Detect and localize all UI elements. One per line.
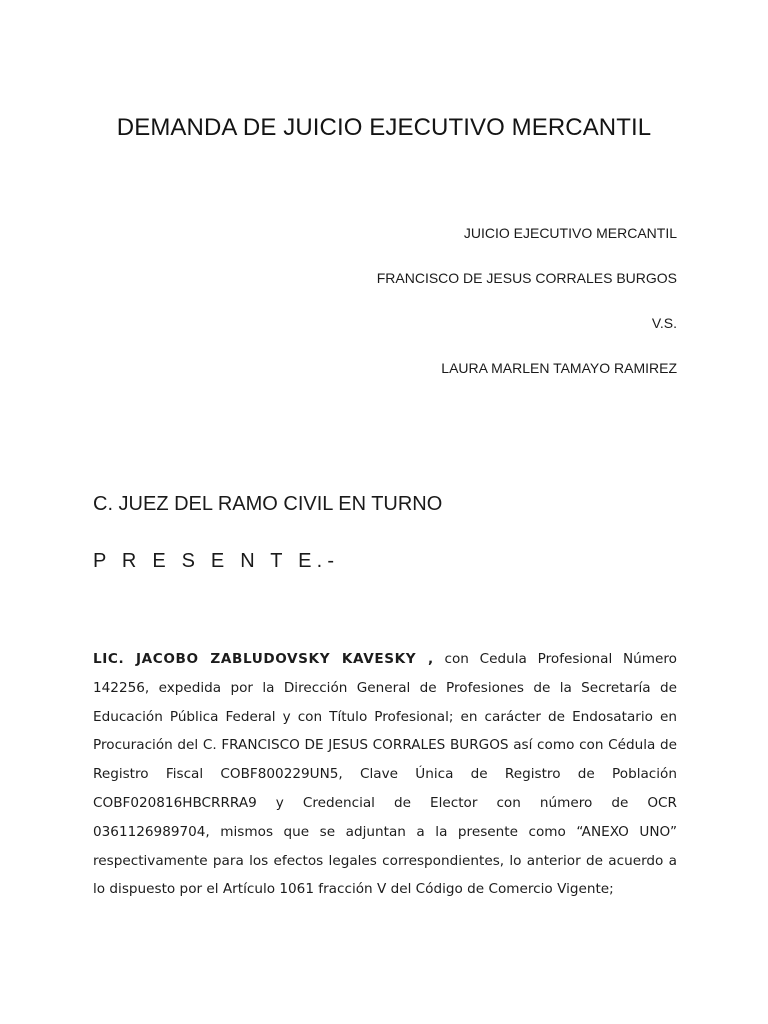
versus-label: V.S.: [651, 315, 677, 331]
body-paragraph: [93, 645, 677, 904]
addressee-judge: C. JUEZ DEL RAMO CIVIL EN TURNO: [93, 493, 443, 515]
presente-heading: P R E S E N T E.-: [93, 550, 340, 572]
document-title: DEMANDA DE JUICIO EJECUTIVO MERCANTIL: [116, 114, 652, 141]
paragraph-text: con Cedula Profesional Número 142256, expedida por la Dirección General de Profesiones de la Secretaría de Educación Pública Federal y con Título Profesional; en carácter de Endosatario en Procuración del C. FRANCISCO DE JESUS CORRALES BURGOS así como con Cédula de Registro Fiscal COBF800229UN5, Clave Única de Registro de Población COBF020816HBCRRRA9 y Credencial de Elector con número de OCR 0361126989704, mismos que se adjuntan a la presente como “ANEXO UNO” respectivamente para los efectos legales correspondientes, lo anterior de acuerdo a lo dispuesto por el Artículo 1061 fracción V del Código de Comercio Vigente;: [93, 651, 677, 898]
plaintiff-name: FRANCISCO DE JESUS CORRALES BURGOS: [376, 270, 677, 286]
case-type: JUICIO EJECUTIVO MERCANTIL: [463, 225, 677, 241]
defendant-name: LAURA MARLEN TAMAYO RAMIREZ: [441, 360, 677, 376]
case-header: [377, 222, 677, 402]
attorney-name: LIC. JACOBO ZABLUDOVSKY KAVESKY ,: [93, 651, 434, 667]
